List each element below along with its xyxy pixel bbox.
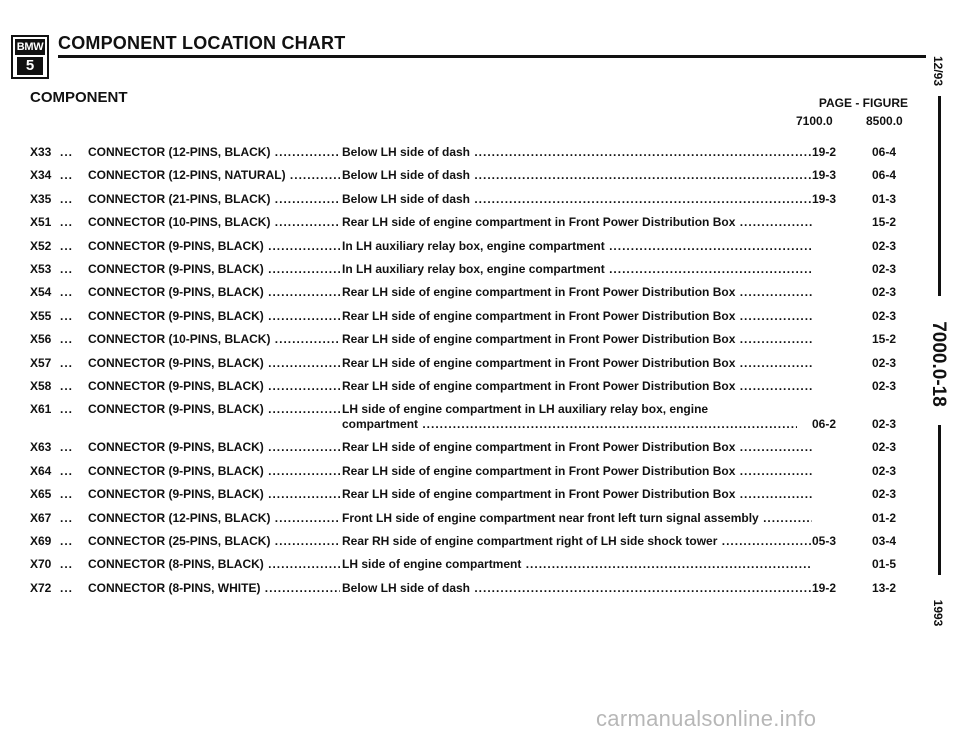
side-year: 1993 — [931, 599, 945, 627]
row-dots: ... — [60, 332, 74, 347]
component-location: In LH auxiliary relay box, engine compartment ..... — [342, 262, 812, 276]
side-rule-top — [938, 96, 941, 296]
logo-series: 5 — [17, 57, 43, 75]
component-location: LH side of engine compartment in LH auxiliary relay box, engine — [342, 402, 709, 417]
component-location: Rear LH side of engine compartment in Front Power Distribution Box ..... — [342, 379, 812, 393]
component-location: Below LH side of dash ..... — [342, 192, 812, 206]
page-7100: 19-2 — [811, 145, 836, 159]
watermark: carmanualsonline.info — [596, 706, 817, 731]
component-location: Rear LH side of engine compartment in Front Power Distribution Box ..... — [342, 440, 812, 454]
component-name: CONNECTOR (9-PINS, BLACK) ..... — [88, 285, 340, 299]
component-location: Rear LH side of engine compartment in Front Power Distribution Box ..... — [342, 464, 812, 478]
row-dots: ... — [60, 402, 74, 417]
page-title: COMPONENT LOCATION CHART — [58, 33, 346, 53]
row-dots: ... — [60, 534, 74, 548]
figure-8500: 02-3 — [871, 355, 897, 370]
figure-8500: 13-2 — [871, 580, 897, 595]
component-code: X72 — [30, 580, 52, 595]
figure-8500: 02-3 — [871, 440, 897, 455]
component-code: X55 — [30, 308, 52, 323]
component-name: CONNECTOR (9-PINS, BLACK) ..... — [88, 309, 340, 323]
figure-8500: 02-3 — [871, 463, 897, 478]
row-dots: ... — [60, 487, 74, 502]
page-7100: 19-3 — [811, 168, 836, 183]
row-dots: ... — [60, 215, 74, 230]
figure-8500: 15-2 — [871, 332, 897, 347]
component-code: X56 — [30, 332, 52, 347]
figure-8500-heading: 8500.0 — [866, 114, 903, 128]
page-7100-heading: 7100.0 — [796, 114, 833, 128]
component-location: Front LH side of engine compartment near front left turn signal assembly ..... — [342, 511, 812, 525]
component-code: X69 — [30, 534, 52, 548]
component-code: X54 — [30, 285, 52, 300]
figure-8500: 02-3 — [871, 308, 897, 323]
component-location: Rear LH side of engine compartment in Front Power Distribution Box ..... — [342, 332, 812, 346]
bmw-5-series-logo — [11, 35, 49, 79]
component-name: CONNECTOR (9-PINS, BLACK) ..... — [88, 379, 340, 393]
component-column-heading: COMPONENT — [30, 89, 128, 106]
row-dots: ... — [60, 557, 74, 572]
logo-brand: BMW — [16, 41, 44, 53]
component-name: CONNECTOR (8-PINS, WHITE) ..... — [88, 581, 340, 595]
figure-8500: 02-3 — [871, 262, 897, 276]
component-location: Below LH side of dash ..... — [342, 168, 812, 182]
component-name: CONNECTOR (10-PINS, BLACK) ..... — [88, 215, 340, 229]
figure-8500: 03-4 — [871, 534, 897, 548]
figure-8500: 02-3 — [871, 487, 897, 502]
component-location: LH side of engine compartment ..... — [342, 557, 812, 571]
row-dots: ... — [60, 145, 74, 159]
component-location: Rear LH side of engine compartment in Front Power Distribution Box ..... — [342, 356, 812, 370]
component-code: X64 — [30, 463, 52, 478]
component-location: Below LH side of dash ..... — [342, 145, 812, 159]
component-code: X61 — [30, 402, 52, 417]
component-code: X33 — [30, 145, 52, 159]
row-dots: ... — [60, 463, 74, 478]
component-location: Rear RH side of engine compartment right of LH side shock tower ..... — [342, 534, 812, 548]
component-name: CONNECTOR (9-PINS, BLACK) ..... — [88, 239, 340, 253]
component-code: X51 — [30, 215, 52, 230]
row-dots: ... — [60, 580, 74, 595]
component-name: CONNECTOR (9-PINS, BLACK) ..... — [88, 487, 340, 501]
row-dots: ... — [60, 262, 74, 276]
component-name: CONNECTOR (25-PINS, BLACK) ..... — [88, 534, 340, 548]
component-location: In LH auxiliary relay box, engine compartment ..... — [342, 239, 812, 253]
row-dots: ... — [60, 379, 74, 393]
component-location-cont: compartment ..... — [342, 417, 797, 431]
page-7100: 05-3 — [811, 534, 836, 548]
figure-8500: 01-3 — [871, 191, 897, 206]
component-code: X52 — [30, 238, 52, 253]
component-code: X63 — [30, 440, 52, 455]
figure-8500: 02-3 — [871, 379, 897, 393]
component-code: X65 — [30, 487, 52, 502]
component-name: CONNECTOR (8-PINS, BLACK) ..... — [88, 557, 340, 571]
row-dots: ... — [60, 308, 74, 323]
component-name: CONNECTOR (9-PINS, BLACK) ..... — [88, 402, 340, 416]
component-name: CONNECTOR (9-PINS, BLACK) ..... — [88, 356, 340, 370]
page-7100: 06-2 — [811, 417, 836, 432]
side-rule-bottom — [938, 425, 941, 575]
component-code: X35 — [30, 191, 52, 206]
side-date: 12/93 — [931, 55, 945, 87]
component-location: Rear LH side of engine compartment in Front Power Distribution Box ..... — [342, 487, 812, 501]
component-location: Rear LH side of engine compartment in Front Power Distribution Box ..... — [342, 215, 812, 229]
page-figure-heading: PAGE - FIGURE — [818, 96, 908, 110]
row-dots: ... — [60, 285, 74, 300]
component-code: X58 — [30, 379, 52, 393]
figure-8500: 06-4 — [871, 168, 897, 183]
component-name: CONNECTOR (10-PINS, BLACK) ..... — [88, 332, 340, 346]
page-7100: 19-3 — [811, 191, 836, 206]
side-page-number: 7000.0-18 — [928, 321, 949, 407]
component-name: CONNECTOR (12-PINS, BLACK) ..... — [88, 145, 340, 159]
row-dots: ... — [60, 238, 74, 253]
component-code: X34 — [30, 168, 52, 183]
row-dots: ... — [60, 440, 74, 455]
page-7100: 19-2 — [811, 580, 836, 595]
component-code: X57 — [30, 355, 52, 370]
figure-8500: 02-3 — [871, 238, 897, 253]
component-name: CONNECTOR (21-PINS, BLACK) ..... — [88, 192, 340, 206]
component-location: Rear LH side of engine compartment in Front Power Distribution Box ..... — [342, 309, 812, 323]
component-name: CONNECTOR (9-PINS, BLACK) ..... — [88, 464, 340, 478]
row-dots: ... — [60, 355, 74, 370]
component-code: X67 — [30, 510, 52, 525]
component-location: Rear LH side of engine compartment in Front Power Distribution Box ..... — [342, 285, 812, 299]
component-name: CONNECTOR (12-PINS, NATURAL) ..... — [88, 168, 340, 182]
row-dots: ... — [60, 168, 74, 183]
component-location: Below LH side of dash ..... — [342, 581, 812, 595]
component-name: CONNECTOR (9-PINS, BLACK) ..... — [88, 262, 340, 276]
component-code: X70 — [30, 557, 52, 572]
row-dots: ... — [60, 191, 74, 206]
figure-8500: 02-3 — [871, 285, 897, 300]
component-code: X53 — [30, 262, 52, 276]
figure-8500: 01-5 — [871, 557, 897, 572]
figure-8500: 01-2 — [871, 510, 897, 525]
component-name: CONNECTOR (12-PINS, BLACK) ..... — [88, 511, 340, 525]
row-dots: ... — [60, 510, 74, 525]
figure-8500: 15-2 — [871, 215, 897, 230]
component-name: CONNECTOR (9-PINS, BLACK) ..... — [88, 440, 340, 454]
figure-8500: 06-4 — [871, 145, 897, 159]
figure-8500: 02-3 — [871, 417, 897, 432]
header-divider — [58, 55, 926, 58]
